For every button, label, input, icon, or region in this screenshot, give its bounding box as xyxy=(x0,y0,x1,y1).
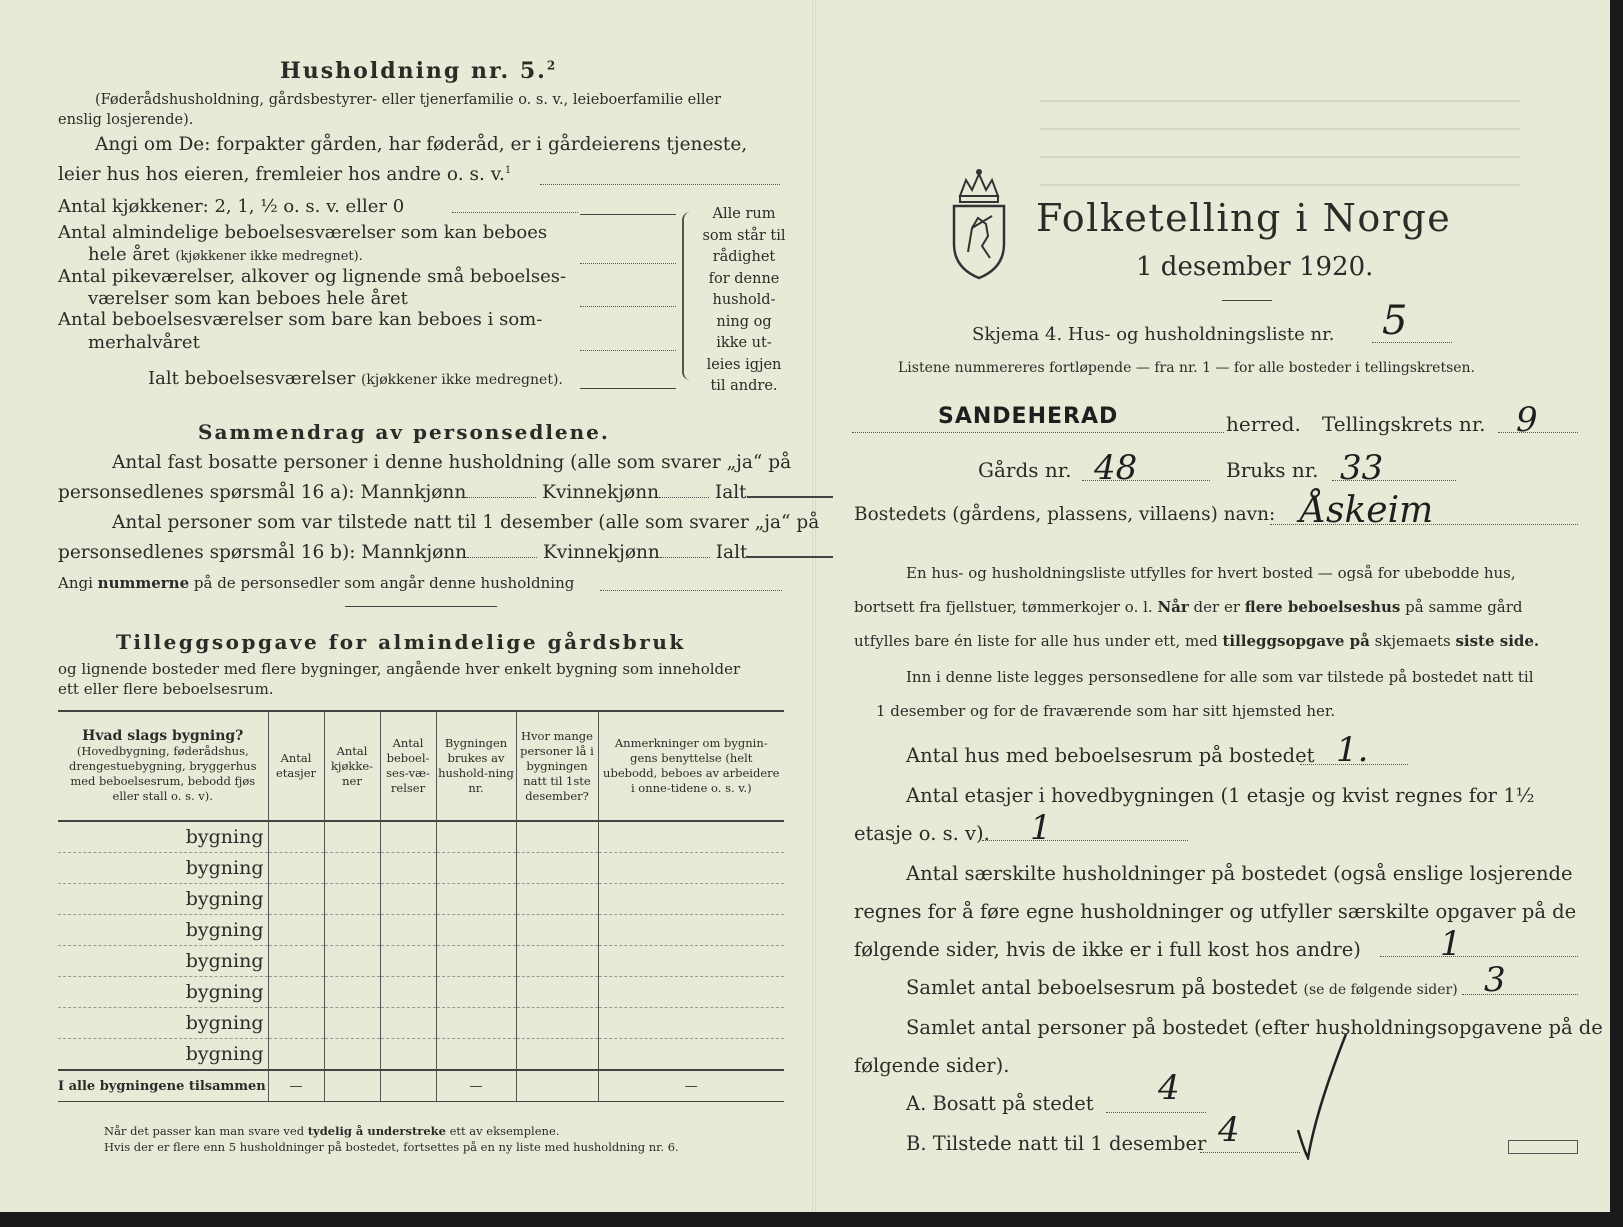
building-value-cell[interactable] xyxy=(268,853,324,884)
building-row xyxy=(58,1039,784,1071)
bosatt-label: A. Bosatt på stedet xyxy=(906,1092,1094,1115)
building-row xyxy=(58,915,784,946)
building-value-cell[interactable] xyxy=(324,946,380,977)
building-row xyxy=(58,821,784,853)
sommer-label-2: merhalvåret xyxy=(88,332,200,353)
side-note xyxy=(700,204,788,398)
sammendrag-line-2: personsedlenes spørsmål 16 a): Mannkjønn Kvinnekjønn Ialt xyxy=(58,482,833,503)
tillegg-title: Tilleggsopgave for almindelige gårdsbruk xyxy=(116,630,686,654)
almindelige-field[interactable] xyxy=(580,263,676,264)
building-value-cell[interactable] xyxy=(436,915,516,946)
sammendrag-line-3: Antal personer som var tilstede natt til 1 desember (alle som svarer „ja“ på xyxy=(112,512,820,533)
herred-field[interactable] xyxy=(852,432,1224,433)
building-value-cell[interactable] xyxy=(380,1039,436,1071)
footnote-1: Når det passer kan man svare ved tydelig å understreke ett av eksemplene. xyxy=(104,1124,560,1138)
saer-value: 1 xyxy=(1440,924,1462,964)
building-value-cell[interactable] xyxy=(324,915,380,946)
footnote-2: Hvis der er flere enn 5 husholdninger på bostedet, fortsettes på en ny liste med husholdning nr. 6. xyxy=(104,1140,679,1154)
pike-label: Antal pikeværelser, alkover og lignende små beboelses- xyxy=(58,266,567,287)
col-type: Hvad slags bygning? (Hovedbygning, føderådshus, drengestuebygning, bryggerhus med beboelsesrum, bebodd fjøs eller stall o. s. v). xyxy=(58,711,268,821)
building-value-cell[interactable] xyxy=(436,884,516,915)
household-title: Husholdning nr. 5.$^2$ xyxy=(280,58,558,84)
tillegg-line-1: og lignende bosteder med flere bygninger, angående hver enkelt bygning som inneholder xyxy=(58,660,741,678)
norway-coat-of-arms-icon xyxy=(948,166,1010,282)
building-total-cell xyxy=(516,1070,598,1102)
bosatt-field[interactable] xyxy=(1106,1112,1206,1113)
building-value-cell[interactable] xyxy=(380,884,436,915)
page-fold xyxy=(812,0,816,1212)
building-value-cell[interactable] xyxy=(598,977,784,1008)
building-value-cell[interactable] xyxy=(380,977,436,1008)
household-note: (Føderådshusholdning, gårdsbestyrer- eller tjenerfamilie o. s. v., leieboerfamilie eller xyxy=(95,92,722,108)
building-row xyxy=(58,946,784,977)
building-row xyxy=(58,1008,784,1039)
side-note-line: til andre. xyxy=(710,378,778,394)
building-value-cell[interactable] xyxy=(436,821,516,853)
gards-label: Gårds nr. xyxy=(978,458,1072,482)
etasjer-line-1: Antal etasjer i hovedbygningen (1 etasje og kvist regnes for 1½ xyxy=(906,784,1535,807)
almindelige-label: Antal almindelige beboelsesværelser som kan beboes xyxy=(58,222,548,243)
building-type-cell[interactable]: bygning xyxy=(58,1008,268,1039)
check-mark-icon xyxy=(1294,1030,1354,1160)
sommer-field[interactable] xyxy=(580,350,676,351)
building-value-cell[interactable] xyxy=(324,977,380,1008)
instr-1: En hus- og husholdningsliste utfylles for hvert bosted — også for ubebodde hus, xyxy=(906,564,1516,582)
samlet-rum-field[interactable] xyxy=(1462,994,1578,995)
sammendrag-line-1: Antal fast bosatte personer i denne husholdning (alle som svarer „ja“ på xyxy=(112,452,792,473)
building-value-cell[interactable] xyxy=(436,946,516,977)
side-note-line: leies igjen xyxy=(706,356,782,373)
brace xyxy=(682,212,692,380)
building-value-cell[interactable] xyxy=(516,915,598,946)
kjokkener-label: Antal kjøkkener: 2, 1, ½ o. s. v. eller 0 xyxy=(58,196,405,217)
nummerne-field[interactable] xyxy=(600,590,782,591)
building-value-cell[interactable] xyxy=(268,977,324,1008)
instr-5: 1 desember og for de fraværende som har sitt hjemsted her. xyxy=(876,702,1336,720)
hus-label: Antal hus med beboelsesrum på bostedet xyxy=(906,744,1315,767)
col-rum: Antal beboel-ses-væ-relser xyxy=(380,711,436,821)
building-total-label: I alle bygningene tilsammen xyxy=(58,1070,268,1102)
building-total-cell xyxy=(324,1070,380,1102)
bosatt-value: 4 xyxy=(1158,1068,1180,1108)
saer-line-3: følgende sider, hvis de ikke er i full kost hos andre) xyxy=(854,938,1361,961)
building-value-cell[interactable] xyxy=(516,1039,598,1071)
sommer-label: Antal beboelsesværelser som bare kan beboes i som- xyxy=(58,309,543,330)
building-value-cell[interactable] xyxy=(268,915,324,946)
building-value-cell[interactable] xyxy=(516,884,598,915)
pike-field[interactable] xyxy=(580,306,676,307)
samlet-rum-value: 3 xyxy=(1484,960,1506,1000)
col-anmerkninger: Anmerkninger om bygnin-gens benyttelse (helt ubebodd, beboes av arbeidere i onne-tidene o. s. v.) xyxy=(598,711,784,821)
building-value-cell[interactable] xyxy=(598,1039,784,1071)
side-note-line: Alle rum xyxy=(712,206,776,222)
samlet-pers-line-1: Samlet antal personer på bostedet (efter husholdningsopgavene på de xyxy=(906,1016,1603,1039)
instr-2: bortsett fra fjellstuer, tømmerkojer o. l. Når der er flere beboelseshus på samme gård xyxy=(854,598,1523,616)
nummerne-line: Angi nummerne på de personsedler som angår denne husholdning xyxy=(58,574,575,592)
side-note-line: hushold- xyxy=(712,292,776,308)
instr-3: utfylles bare én liste for alle hus under ett, med tilleggsopgave på skjemaets siste side. xyxy=(854,632,1540,650)
building-value-cell[interactable] xyxy=(324,821,380,853)
building-value-cell[interactable] xyxy=(380,915,436,946)
instr-4: Inn i denne liste legges personsedlene for alle som var tilstede på bostedet natt til xyxy=(906,668,1534,686)
building-value-cell[interactable] xyxy=(516,853,598,884)
etasjer-value: 1 xyxy=(1030,808,1052,848)
side-note-line: rådighet xyxy=(712,249,776,265)
building-value-cell[interactable] xyxy=(598,821,784,853)
household-note-2: enslig losjerende). xyxy=(58,112,194,128)
building-value-cell[interactable] xyxy=(598,853,784,884)
building-value-cell[interactable] xyxy=(324,884,380,915)
building-row xyxy=(58,853,784,884)
building-total-cell: — xyxy=(268,1070,324,1102)
saer-line-1: Antal særskilte husholdninger på bostedet (også enslige losjerende xyxy=(906,862,1573,885)
building-value-cell[interactable] xyxy=(516,821,598,853)
building-value-cell[interactable] xyxy=(516,946,598,977)
building-value-cell[interactable] xyxy=(324,1008,380,1039)
tellingskrets-label: Tellingskrets nr. xyxy=(1322,412,1486,436)
building-type-cell[interactable]: bygning xyxy=(58,946,268,977)
title-rule xyxy=(1222,300,1272,301)
building-type-cell[interactable]: bygning xyxy=(58,821,268,853)
printer-stamp xyxy=(1508,1140,1578,1154)
tilstede-field[interactable] xyxy=(1200,1152,1300,1153)
building-value-cell[interactable] xyxy=(436,977,516,1008)
angi-line-1: Angi om De: forpakter gården, har føderåd, er i gårdeierens tjeneste, xyxy=(95,134,748,155)
building-row xyxy=(58,977,784,1008)
building-value-cell[interactable] xyxy=(598,946,784,977)
census-title: Folketelling i Norge xyxy=(1036,196,1452,240)
side-note-line: ikke ut- xyxy=(716,335,772,351)
building-value-cell[interactable] xyxy=(380,946,436,977)
bruks-label: Bruks nr. xyxy=(1226,458,1319,482)
herred-value: SANDEHERAD xyxy=(938,404,1119,429)
samlet-pers-line-2: følgende sider). xyxy=(854,1054,1010,1077)
tellingskrets-field[interactable] xyxy=(1498,432,1578,433)
hus-value: 1. xyxy=(1336,730,1369,770)
building-row xyxy=(58,884,784,915)
bruks-value: 33 xyxy=(1340,448,1384,488)
census-date: 1 desember 1920. xyxy=(1136,252,1374,282)
pike-label-2: værelser som kan beboes hele året xyxy=(88,288,408,309)
building-value-cell[interactable] xyxy=(268,821,324,853)
building-total-row xyxy=(58,1070,784,1102)
side-note-line: ning og xyxy=(716,313,772,330)
building-value-cell[interactable] xyxy=(380,821,436,853)
building-value-cell[interactable] xyxy=(436,1008,516,1039)
building-type-cell[interactable]: bygning xyxy=(58,884,268,915)
listene-note: Listene nummereres fortløpende — fra nr. 1 — for alle bosteder i tellingskretsen. xyxy=(898,360,1476,376)
angi-line-2: leier hus hos eieren, fremleier hos andre o. s. v.$^1$ xyxy=(58,164,512,185)
side-note-line: som står til xyxy=(702,227,786,244)
building-value-cell[interactable] xyxy=(598,915,784,946)
sammendrag-line-4: personsedlenes spørsmål 16 b): Mannkjønn Kvinnekjønn Ialt xyxy=(58,542,833,563)
building-value-cell[interactable] xyxy=(268,946,324,977)
col-husholdning: Bygningen brukes av hushold-ning nr. xyxy=(436,711,516,821)
building-value-cell[interactable] xyxy=(436,853,516,884)
sammendrag-title: Sammendrag av personsedlene. xyxy=(198,420,610,444)
building-value-cell[interactable] xyxy=(516,977,598,1008)
skjema-line: Skjema 4. Hus- og husholdningsliste nr. xyxy=(972,324,1335,345)
building-value-cell[interactable] xyxy=(268,1039,324,1071)
bosted-value: Åskeim xyxy=(1300,490,1434,531)
saer-field[interactable] xyxy=(1380,956,1578,957)
col-etasjer: Antal etasjer xyxy=(268,711,324,821)
saer-line-2: regnes for å føre egne husholdninger og utfyller særskilte opgaver på de xyxy=(854,900,1577,923)
building-total-cell: — xyxy=(598,1070,784,1102)
samlet-rum-label: Samlet antal beboelsesrum på bostedet (se de følgende sider) xyxy=(906,976,1458,999)
gards-value: 48 xyxy=(1094,448,1138,488)
building-value-cell[interactable] xyxy=(598,1008,784,1039)
tilstede-label: B. Tilstede natt til 1 desember xyxy=(906,1132,1207,1155)
angi-answer-line[interactable] xyxy=(540,184,780,185)
building-type-cell[interactable]: bygning xyxy=(58,853,268,884)
ialt-field[interactable] xyxy=(580,388,676,389)
almindelige-label-2: hele året (kjøkkener ikke medregnet). xyxy=(88,244,363,265)
col-personer: Hvor mange personer lå i bygningen natt til 1ste desember? xyxy=(516,711,598,821)
herred-label: herred. xyxy=(1226,412,1301,436)
building-value-cell[interactable] xyxy=(436,1039,516,1071)
kjokkener-field[interactable] xyxy=(580,214,676,215)
building-type-cell[interactable]: bygning xyxy=(58,977,268,1008)
etasjer-line-2: etasje o. s. v). xyxy=(854,822,990,845)
building-table xyxy=(58,710,784,1102)
side-note-line: for denne xyxy=(708,270,780,287)
building-value-cell[interactable] xyxy=(324,1039,380,1071)
ialt-label: Ialt beboelsesværelser (kjøkkener ikke medregnet). xyxy=(148,368,563,389)
building-value-cell[interactable] xyxy=(516,1008,598,1039)
divider xyxy=(345,606,497,607)
etasjer-field[interactable] xyxy=(982,840,1188,841)
building-value-cell[interactable] xyxy=(380,1008,436,1039)
building-value-cell[interactable] xyxy=(380,853,436,884)
bosted-label: Bostedets (gårdens, plassens, villaens) navn: xyxy=(854,504,1276,525)
tillegg-line-2: ett eller flere beboelsesrum. xyxy=(58,680,274,698)
building-value-cell[interactable] xyxy=(268,1008,324,1039)
kjokkener-dots xyxy=(452,212,578,213)
col-kjokkener: Antal kjøkke-ner xyxy=(324,711,380,821)
building-total-cell: — xyxy=(436,1070,516,1102)
building-value-cell[interactable] xyxy=(268,884,324,915)
building-type-cell[interactable]: bygning xyxy=(58,1039,268,1071)
building-value-cell[interactable] xyxy=(598,884,784,915)
building-type-cell[interactable]: bygning xyxy=(58,915,268,946)
skjema-value: 5 xyxy=(1382,298,1408,344)
building-value-cell[interactable] xyxy=(324,853,380,884)
building-total-cell xyxy=(380,1070,436,1102)
tellingskrets-value: 9 xyxy=(1516,400,1538,440)
tilstede-value: 4 xyxy=(1218,1110,1240,1150)
